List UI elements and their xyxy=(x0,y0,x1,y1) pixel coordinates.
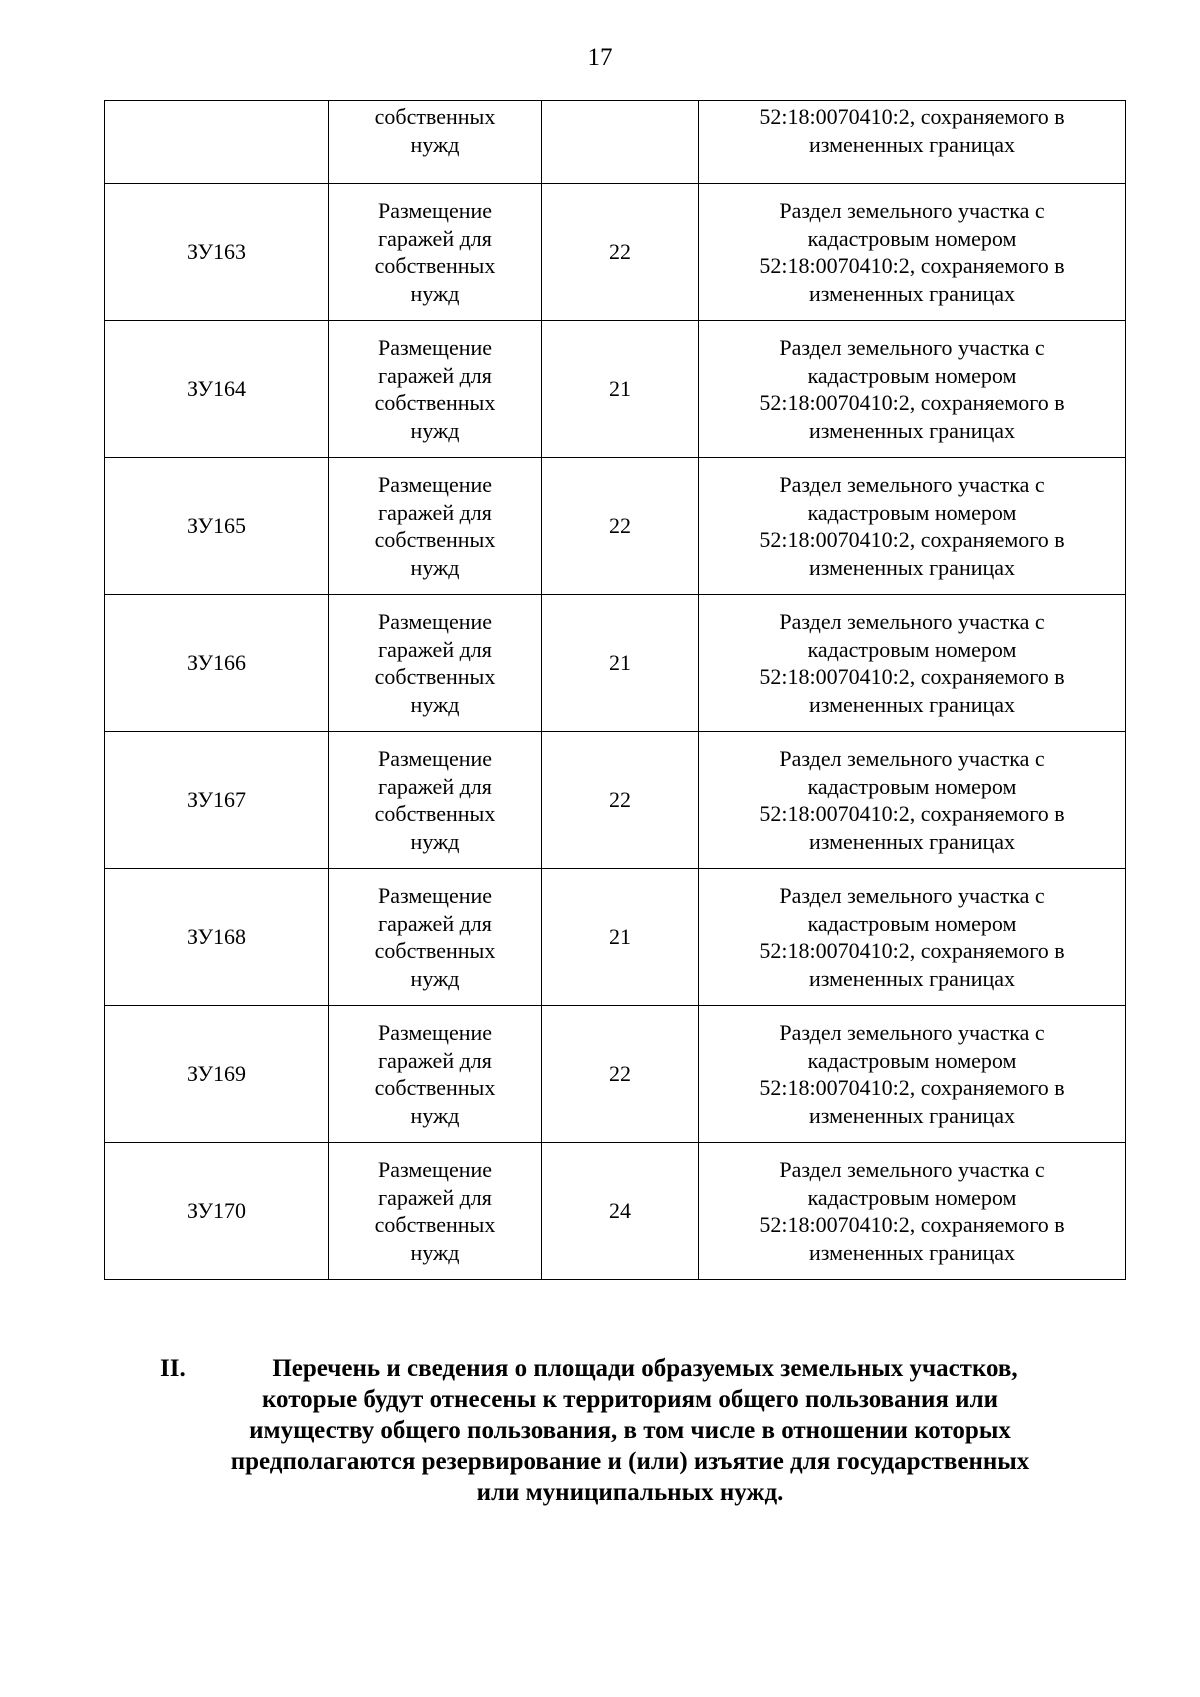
purpose-line: нужд xyxy=(410,131,460,157)
purpose-line: собственных xyxy=(374,938,496,963)
table-row xyxy=(105,869,1126,1006)
cell-note xyxy=(699,869,1126,1006)
table-body xyxy=(105,101,1126,1280)
purpose-line: Размещение xyxy=(377,1157,493,1182)
purpose-line: нужд xyxy=(410,554,460,580)
cell-note xyxy=(699,458,1126,595)
note-line: Раздел земельного участка с xyxy=(779,883,1045,908)
purpose-line: Размещение xyxy=(377,609,493,634)
cell-area: 22 xyxy=(542,458,699,595)
note-line: 52:18:0070410:2, сохраняемого в xyxy=(759,1212,1065,1237)
purpose-line: собственных xyxy=(374,390,496,415)
note-line: Раздел земельного участка с xyxy=(779,335,1045,360)
cell-id: ЗУ165 xyxy=(105,458,329,595)
cell-note xyxy=(699,1006,1126,1143)
section-heading-line: имуществу общего пользования, в том числе в отношении которых xyxy=(249,1417,1011,1444)
note-line: 52:18:0070410:2, сохраняемого в xyxy=(759,664,1065,689)
note-line: 52:18:0070410:2, сохраняемого в xyxy=(759,390,1065,415)
cell-area: 21 xyxy=(542,869,699,1006)
cell-note xyxy=(699,1143,1126,1280)
cell-purpose xyxy=(329,1006,542,1143)
note-line: измененных границах xyxy=(808,691,1016,717)
cell-id: ЗУ164 xyxy=(105,321,329,458)
land-plots-table xyxy=(104,100,1126,1280)
note-line: Раздел земельного участка с xyxy=(779,1157,1045,1182)
purpose-line: Размещение xyxy=(377,198,493,223)
table-row-continuation xyxy=(105,101,1126,184)
cell-note xyxy=(699,321,1126,458)
cell-id: ЗУ166 xyxy=(105,595,329,732)
cell-purpose xyxy=(329,595,542,732)
cell-id: ЗУ170 xyxy=(105,1143,329,1280)
cell-purpose xyxy=(329,732,542,869)
note-line: измененных границах xyxy=(808,965,1016,991)
note-line: кадастровым номером xyxy=(807,362,1017,388)
note-line: 52:18:0070410:2, сохраняемого в xyxy=(759,527,1065,552)
purpose-line: нужд xyxy=(410,1102,460,1128)
note-line: измененных границах xyxy=(808,1102,1016,1128)
cell-purpose xyxy=(329,458,542,595)
note-line: кадастровым номером xyxy=(807,636,1017,662)
purpose-line: Размещение xyxy=(377,883,493,908)
purpose-line: Размещение xyxy=(377,472,493,497)
cell-purpose xyxy=(329,1143,542,1280)
note-line: кадастровым номером xyxy=(807,1047,1017,1073)
cell-area: 21 xyxy=(542,595,699,732)
purpose-line: нужд xyxy=(410,828,460,854)
section-heading-line: Перечень и сведения о площади образуемых земельных участков, xyxy=(272,1355,1018,1382)
note-line: кадастровым номером xyxy=(807,1184,1017,1210)
section-heading-line: которые будут отнесены к территориям общего пользования или xyxy=(261,1386,999,1413)
purpose-line: гаражей для xyxy=(378,362,492,388)
section-number: II. xyxy=(160,1355,186,1382)
note-line: измененных границах xyxy=(808,280,1016,306)
table-row xyxy=(105,458,1126,595)
note-line: Раздел земельного участка с xyxy=(779,609,1045,634)
note-line: измененных границах xyxy=(808,1239,1016,1265)
purpose-line: нужд xyxy=(410,965,460,991)
note-line: Раздел земельного участка с xyxy=(779,198,1045,223)
purpose-line: нужд xyxy=(410,691,460,717)
purpose-line: нужд xyxy=(410,417,460,443)
note-line: Раздел земельного участка с xyxy=(779,1020,1045,1045)
note-line: 52:18:0070410:2, сохраняемого в xyxy=(759,938,1065,963)
note-line: 52:18:0070410:2, сохраняемого в xyxy=(759,253,1065,278)
table-row xyxy=(105,595,1126,732)
purpose-line: собственных xyxy=(374,527,496,552)
cell-id: ЗУ163 xyxy=(105,184,329,321)
cell-purpose xyxy=(329,321,542,458)
purpose-line: собственных xyxy=(374,664,496,689)
cell-purpose xyxy=(329,869,542,1006)
purpose-line: гаражей для xyxy=(378,910,492,936)
table-row xyxy=(105,1143,1126,1280)
note-line: измененных границах xyxy=(808,828,1016,854)
cell-id: ЗУ168 xyxy=(105,869,329,1006)
note-line: 52:18:0070410:2, сохраняемого в xyxy=(759,104,1065,129)
cell-note xyxy=(699,732,1126,869)
purpose-line: гаражей для xyxy=(378,773,492,799)
cell-note xyxy=(699,595,1126,732)
purpose-line: Размещение xyxy=(377,1020,493,1045)
note-line: 52:18:0070410:2, сохраняемого в xyxy=(759,1075,1065,1100)
purpose-line: Размещение xyxy=(377,335,493,360)
purpose-line: собственных xyxy=(374,1212,496,1237)
page-number: 17 xyxy=(587,44,613,71)
note-line: кадастровым номером xyxy=(807,499,1017,525)
purpose-line: нужд xyxy=(410,1239,460,1265)
purpose-line: собственных xyxy=(374,253,496,278)
purpose-line: собственных xyxy=(374,104,496,129)
purpose-line: нужд xyxy=(410,280,460,306)
cell-note xyxy=(699,101,1126,184)
note-line: кадастровым номером xyxy=(807,773,1017,799)
cell-area: 22 xyxy=(542,732,699,869)
cell-purpose xyxy=(329,101,542,184)
section-heading-line: предполагаются резервирование и (или) изъятие для государственных xyxy=(230,1448,1030,1475)
purpose-line: гаражей для xyxy=(378,225,492,251)
table-row xyxy=(105,184,1126,321)
cell-purpose xyxy=(329,184,542,321)
section-heading xyxy=(160,1353,1100,1508)
table-row xyxy=(105,321,1126,458)
note-line: 52:18:0070410:2, сохраняемого в xyxy=(759,801,1065,826)
table-row xyxy=(105,732,1126,869)
cell-area: 21 xyxy=(542,321,699,458)
purpose-line: гаражей для xyxy=(378,499,492,525)
purpose-line: собственных xyxy=(374,801,496,826)
section-heading-line: или муниципальных нужд. xyxy=(476,1479,784,1506)
cell-area: 22 xyxy=(542,184,699,321)
note-line: Раздел земельного участка с xyxy=(779,472,1045,497)
table-row xyxy=(105,1006,1126,1143)
purpose-line: гаражей для xyxy=(378,1047,492,1073)
cell-note xyxy=(699,184,1126,321)
cell-area: 24 xyxy=(542,1143,699,1280)
cell-id: ЗУ167 xyxy=(105,732,329,869)
purpose-line: гаражей для xyxy=(378,636,492,662)
cell-area: 22 xyxy=(542,1006,699,1143)
purpose-line: гаражей для xyxy=(378,1184,492,1210)
note-line: измененных границах xyxy=(808,417,1016,443)
cell-area xyxy=(542,101,699,184)
purpose-line: Размещение xyxy=(377,746,493,771)
note-line: кадастровым номером xyxy=(807,910,1017,936)
purpose-line: собственных xyxy=(374,1075,496,1100)
note-line: Раздел земельного участка с xyxy=(779,746,1045,771)
note-line: измененных границах xyxy=(808,554,1016,580)
cell-id xyxy=(105,101,329,184)
cell-id: ЗУ169 xyxy=(105,1006,329,1143)
note-line: измененных границах xyxy=(808,131,1016,157)
note-line: кадастровым номером xyxy=(807,225,1017,251)
